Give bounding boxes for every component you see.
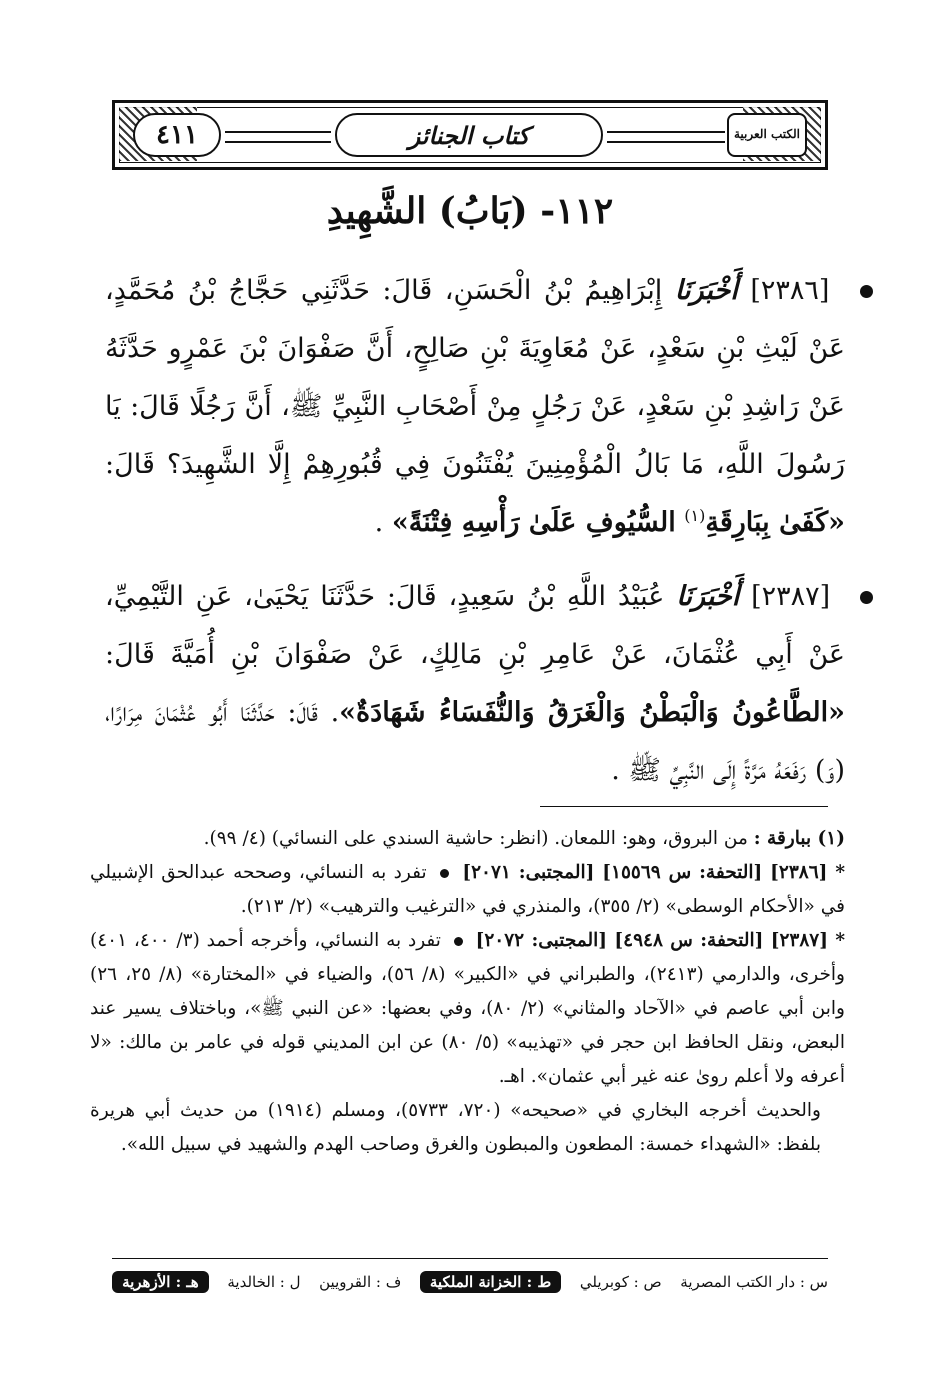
- header-divider-right: [607, 131, 725, 143]
- footnote-1-text: من البروق، وهو: اللمعان. (انظر: حاشية السندي على النسائي) (٤/ ٩٩).: [203, 828, 748, 849]
- header-title-frame: [335, 113, 603, 157]
- bullet-icon: [860, 285, 873, 298]
- legend-t: ط : الخزانة الملكية: [420, 1271, 561, 1293]
- hadith-quote-end: السُّيُوفِ عَلَىٰ رَأْسِهِ فِتْنَةً»: [391, 507, 676, 538]
- footnote-marker[interactable]: (١): [684, 506, 706, 525]
- manuscript-legend: [112, 1266, 828, 1298]
- legend-s2: ص : كوبريلي: [579, 1273, 662, 1291]
- hadith-after: . قَالَ: حَدَّثَنَا أَبُو عُثْمَانَ مِرَارًا، (وَ) رَفَعَهُ مَرَّةً إِلَى النَّبِيِّ ﷺ .: [105, 697, 845, 786]
- footnote-1: [90, 822, 845, 856]
- book-section-title: كتاب الجنائز: [408, 120, 530, 150]
- legend-f: ف : القرويين: [319, 1273, 402, 1291]
- hadith-opening: أَخْبَرَنَا: [676, 581, 740, 612]
- hadith-number: [٢٣٨٧]: [751, 581, 831, 612]
- hadith-opening: أَخْبَرَنَا: [674, 275, 738, 306]
- footnotes: [90, 822, 845, 1162]
- page-number: ٤١١: [156, 120, 198, 150]
- legend-l: ل : الخالدية: [227, 1273, 301, 1291]
- hadith-quote: «الطَّاعُونُ وَالْبَطْنُ وَالْغَرَقُ وَالنُّفَسَاءُ شَهَادَةٌ»: [339, 697, 845, 728]
- bullet-icon: [860, 591, 873, 604]
- hadith-chain: عُبَيْدُ اللَّهِ بْنُ سَعِيدٍ، قَالَ: حَدَّثَنَا يَحْيَىٰ، عَنِ التَّيْمِيِّ، عَنْ أَبِي عُثْمَانَ، عَنْ عَامِرِ بْنِ مَالِكٍ، عَنْ صَفْوَانَ بْنِ أُمَيَّةَ قَالَ:: [105, 581, 845, 670]
- note-2387-head: * [٢٣٨٧] [التحفة: س ٤٩٤٨] [المجتبى: ٢٠٧٢]: [475, 930, 846, 951]
- publisher-logo: [727, 113, 807, 157]
- hadith-ending: .: [374, 507, 384, 538]
- footnote-separator: [540, 806, 828, 807]
- page-number-frame: [133, 113, 221, 157]
- bullet-icon: [454, 937, 463, 946]
- chapter-heading: ١١٢- (بَابُ) الشَّهِيدِ: [326, 190, 614, 232]
- footnote-1-label: (١) ببارقة :: [753, 828, 845, 849]
- publisher-logo-text: الكتب العربية: [734, 127, 800, 142]
- note-2386-text: تفرد به النسائي، وصححه عبدالحق الإشبيلي في «الأحكام الوسطى» (٢/ ٣٥٥)، والمنذري في «الترغيب والترهيب» (٢/ ٢١٣).: [90, 862, 845, 917]
- note-final: والحديث أخرجه البخاري في «صحيحه» (٧٢٠، ٥٧٣٣)، ومسلم (١٩١٤) من حديث أبي هريرة بلفظ: «الشهداء خمسة: المطعون والمبطون والغرق وصاحب الهدم والشهيد في سبيل الله».: [90, 1100, 821, 1155]
- hadith-quote: «كَفَىٰ بِبَارِقَةِ: [705, 507, 845, 538]
- hadith-chain: إِبْرَاهِيمُ بْنُ الْحَسَنِ، قَالَ: حَدَّثَنِي حَجَّاجُ بْنُ مُحَمَّدٍ، عَنْ لَيْثِ بْنِ سَعْدٍ، عَنْ مُعَاوِيَةَ بْنِ صَالِحٍ، أَنَّ صَفْوَانَ بْنَ عَمْرٍو حَدَّثَهُ عَنْ رَاشِدِ بْنِ سَعْدٍ، عَنْ رَجُلٍ مِنْ أَصْحَابِ النَّبِيِّ ﷺ، أَنَّ رَجُلًا قَالَ: يَا رَسُولَ اللَّهِ، مَا بَالُ الْمُؤْمِنِينَ يُفْتَنُونَ فِي قُبُورِهِمْ إِلَّا الشَّهِيدَ؟ قَالَ:: [105, 275, 845, 480]
- legend-s: س : دار الكتب المصرية: [680, 1273, 828, 1291]
- hadith-2387: [105, 568, 845, 800]
- note-2386-head: * [٢٣٨٦] [التحفة: س ١٥٥٦٩] [المجتبى: ٢٠٧١]: [462, 862, 846, 883]
- bullet-icon: [440, 869, 449, 878]
- hadith-number: [٢٣٨٦]: [750, 275, 830, 306]
- hadith-2386: [105, 262, 845, 552]
- note-2386: [90, 856, 845, 924]
- legend-h: هـ : الأزهرية: [112, 1271, 209, 1293]
- footer-separator: [112, 1258, 828, 1259]
- page-header: [112, 100, 828, 170]
- note-2387: [90, 924, 845, 1094]
- note-2387-text: تفرد به النسائي، وأخرجه أحمد (٣/ ٤٠٠، ٤٠١) وأخرى، والدارمي (٢٤١٣)، والطبراني في «الكبير» (٨/ ٥٦)، والضياء في «المختارة» (٨/ ٢٥، ٢٦) وابن أبي عاصم في «الآحاد والمثاني» (٢/ ٨٠)، وفي بعضها: «عن النبي ﷺ»، وباختلاف يسير عند البعض، ونقل الحافظ ابن حجر في «تهذيبه» (٥/ ٨٠) عن ابن المديني قوله في عامر بن مالك: «لا أعرفه ولا أعلم روىٰ عنه غير أبي عثمان». اهـ.: [90, 930, 845, 1087]
- header-divider-left: [225, 131, 331, 143]
